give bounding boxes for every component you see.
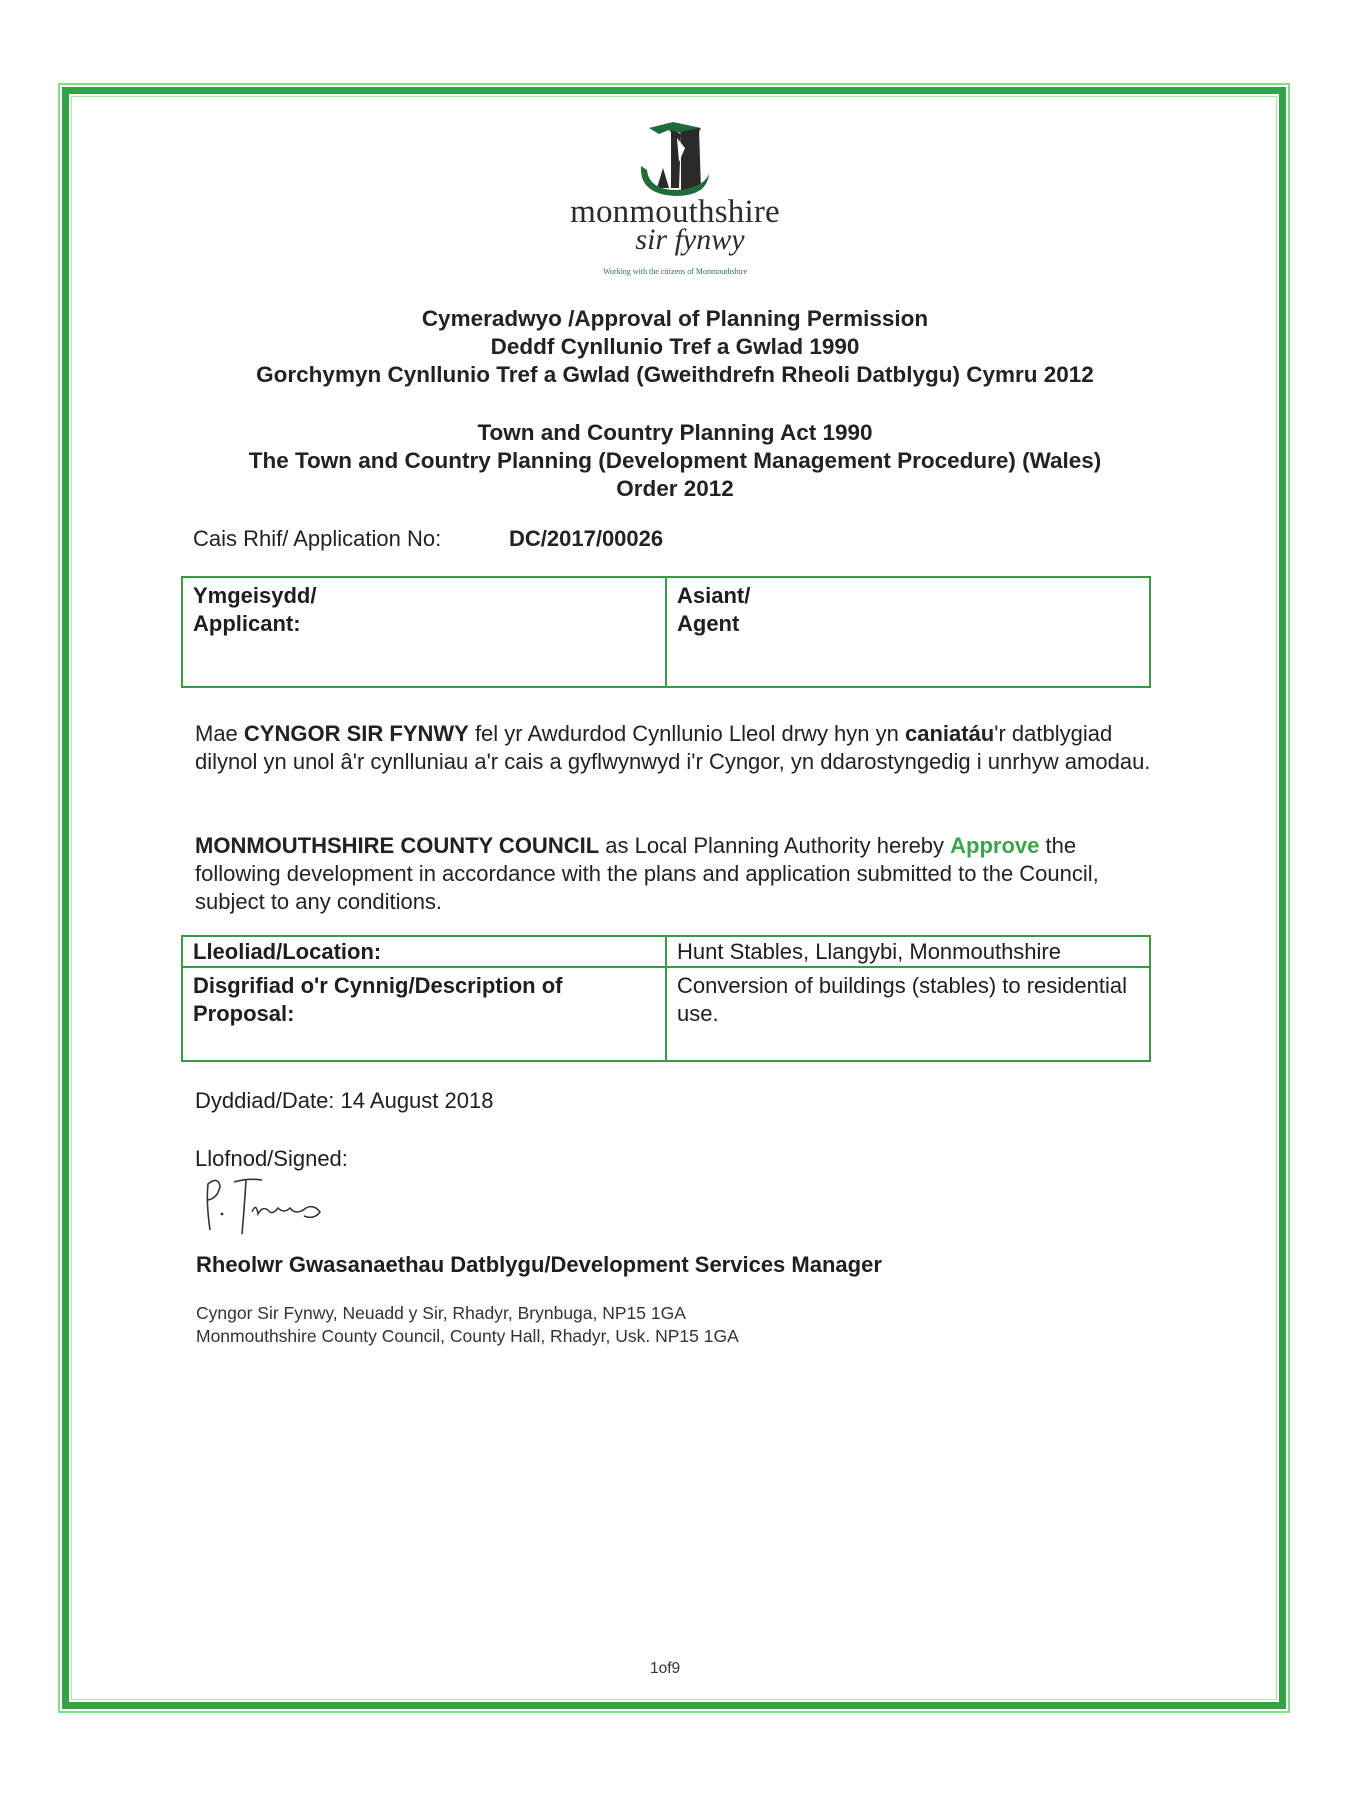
signatory-title: Rheolwr Gwasanaethau Datblygu/Development Services Manager — [196, 1252, 882, 1277]
statement-text: Mae — [195, 721, 244, 746]
applicant-label: Applicant: — [193, 611, 301, 636]
address-english: Monmouthshire County Council, County Hall, Rhadyr, Usk. NP15 1GA — [196, 1326, 739, 1346]
date-label: Dyddiad/Date: — [195, 1088, 335, 1113]
heading-line: Order 2012 — [616, 476, 734, 501]
applicant-label-welsh: Ymgeisydd/ — [193, 583, 317, 608]
decision-date — [195, 1088, 493, 1114]
logo-tagline: Working with the citizens of Monmouthshire — [603, 267, 747, 276]
logo-welsh-name: sir fynwy — [635, 223, 745, 256]
agent-cell — [666, 577, 1150, 687]
heading-english — [150, 419, 1200, 503]
statement-text: as Local Planning Authority hereby — [599, 833, 951, 858]
heading-line: The Town and Country Planning (Development Management Procedure) (Wales) — [248, 448, 1102, 473]
agent-label: Agent — [677, 611, 740, 636]
parties-table — [181, 576, 1151, 688]
agent-label-welsh: Asiant/ — [677, 583, 751, 608]
heading-line: Town and Country Planning Act 1990 — [477, 420, 873, 445]
statement-text: 'r datblygiad dilynol yn unol â'r cynlluniau a'r cais a gyflwynwyd i'r Cyngor, yn ddarostyngedig i unrhyw amodau. — [195, 721, 1151, 774]
details-table — [181, 935, 1151, 1062]
signature-icon — [196, 1172, 366, 1242]
signed-label: Llofnod/Signed: — [195, 1146, 348, 1171]
date-value: 14 August 2018 — [340, 1088, 494, 1113]
heading-welsh — [150, 305, 1200, 389]
castle-logo-icon — [635, 118, 715, 198]
english-statement — [195, 832, 1155, 916]
location-row — [182, 936, 1150, 967]
decision-approve: Approve — [950, 833, 1040, 858]
heading-line: Cymeradwyo /Approval of Planning Permission — [421, 306, 929, 331]
welsh-statement — [195, 720, 1155, 776]
signature-image — [196, 1172, 366, 1247]
application-number-value: DC/2017/00026 — [509, 526, 664, 551]
application-number-label: Cais Rhif/ Application No: — [193, 526, 442, 551]
location-value: Hunt Stables, Llangybi, Monmouthshire — [666, 936, 1150, 967]
heading-line: Gorchymyn Cynllunio Tref a Gwlad (Gweithdrefn Rheoli Datblygu) Cymru 2012 — [256, 362, 1094, 387]
location-label: Lleoliad/Location: — [182, 936, 666, 967]
applicant-cell — [182, 577, 666, 687]
council-name-welsh: CYNGOR SIR FYNWY — [243, 721, 469, 746]
description-value: Conversion of buildings (stables) to residential use. — [666, 967, 1150, 1061]
council-name: MONMOUTHSHIRE COUNTY COUNCIL — [195, 833, 600, 858]
description-row — [182, 967, 1150, 1061]
council-logo — [530, 118, 820, 276]
application-number-row — [193, 526, 664, 552]
council-address — [196, 1302, 739, 1348]
address-welsh: Cyngor Sir Fynwy, Neuadd y Sir, Rhadyr, Brynbuga, NP15 1GA — [196, 1303, 686, 1323]
statement-text: the following development in accordance with the plans and application submitted to the Council, subject to any conditions. — [195, 833, 1099, 914]
logo-name: monmouthshire — [570, 194, 780, 230]
description-label: Disgrifiad o'r Cynnig/Description of Proposal: — [182, 967, 666, 1061]
decision-verb-welsh: caniatáu — [904, 721, 995, 746]
page-number: 1of9 — [650, 1660, 681, 1677]
heading-line: Deddf Cynllunio Tref a Gwlad 1990 — [490, 334, 860, 359]
statement-text: fel yr Awdurdod Cynllunio Lleol drwy hyn yn — [468, 721, 905, 746]
